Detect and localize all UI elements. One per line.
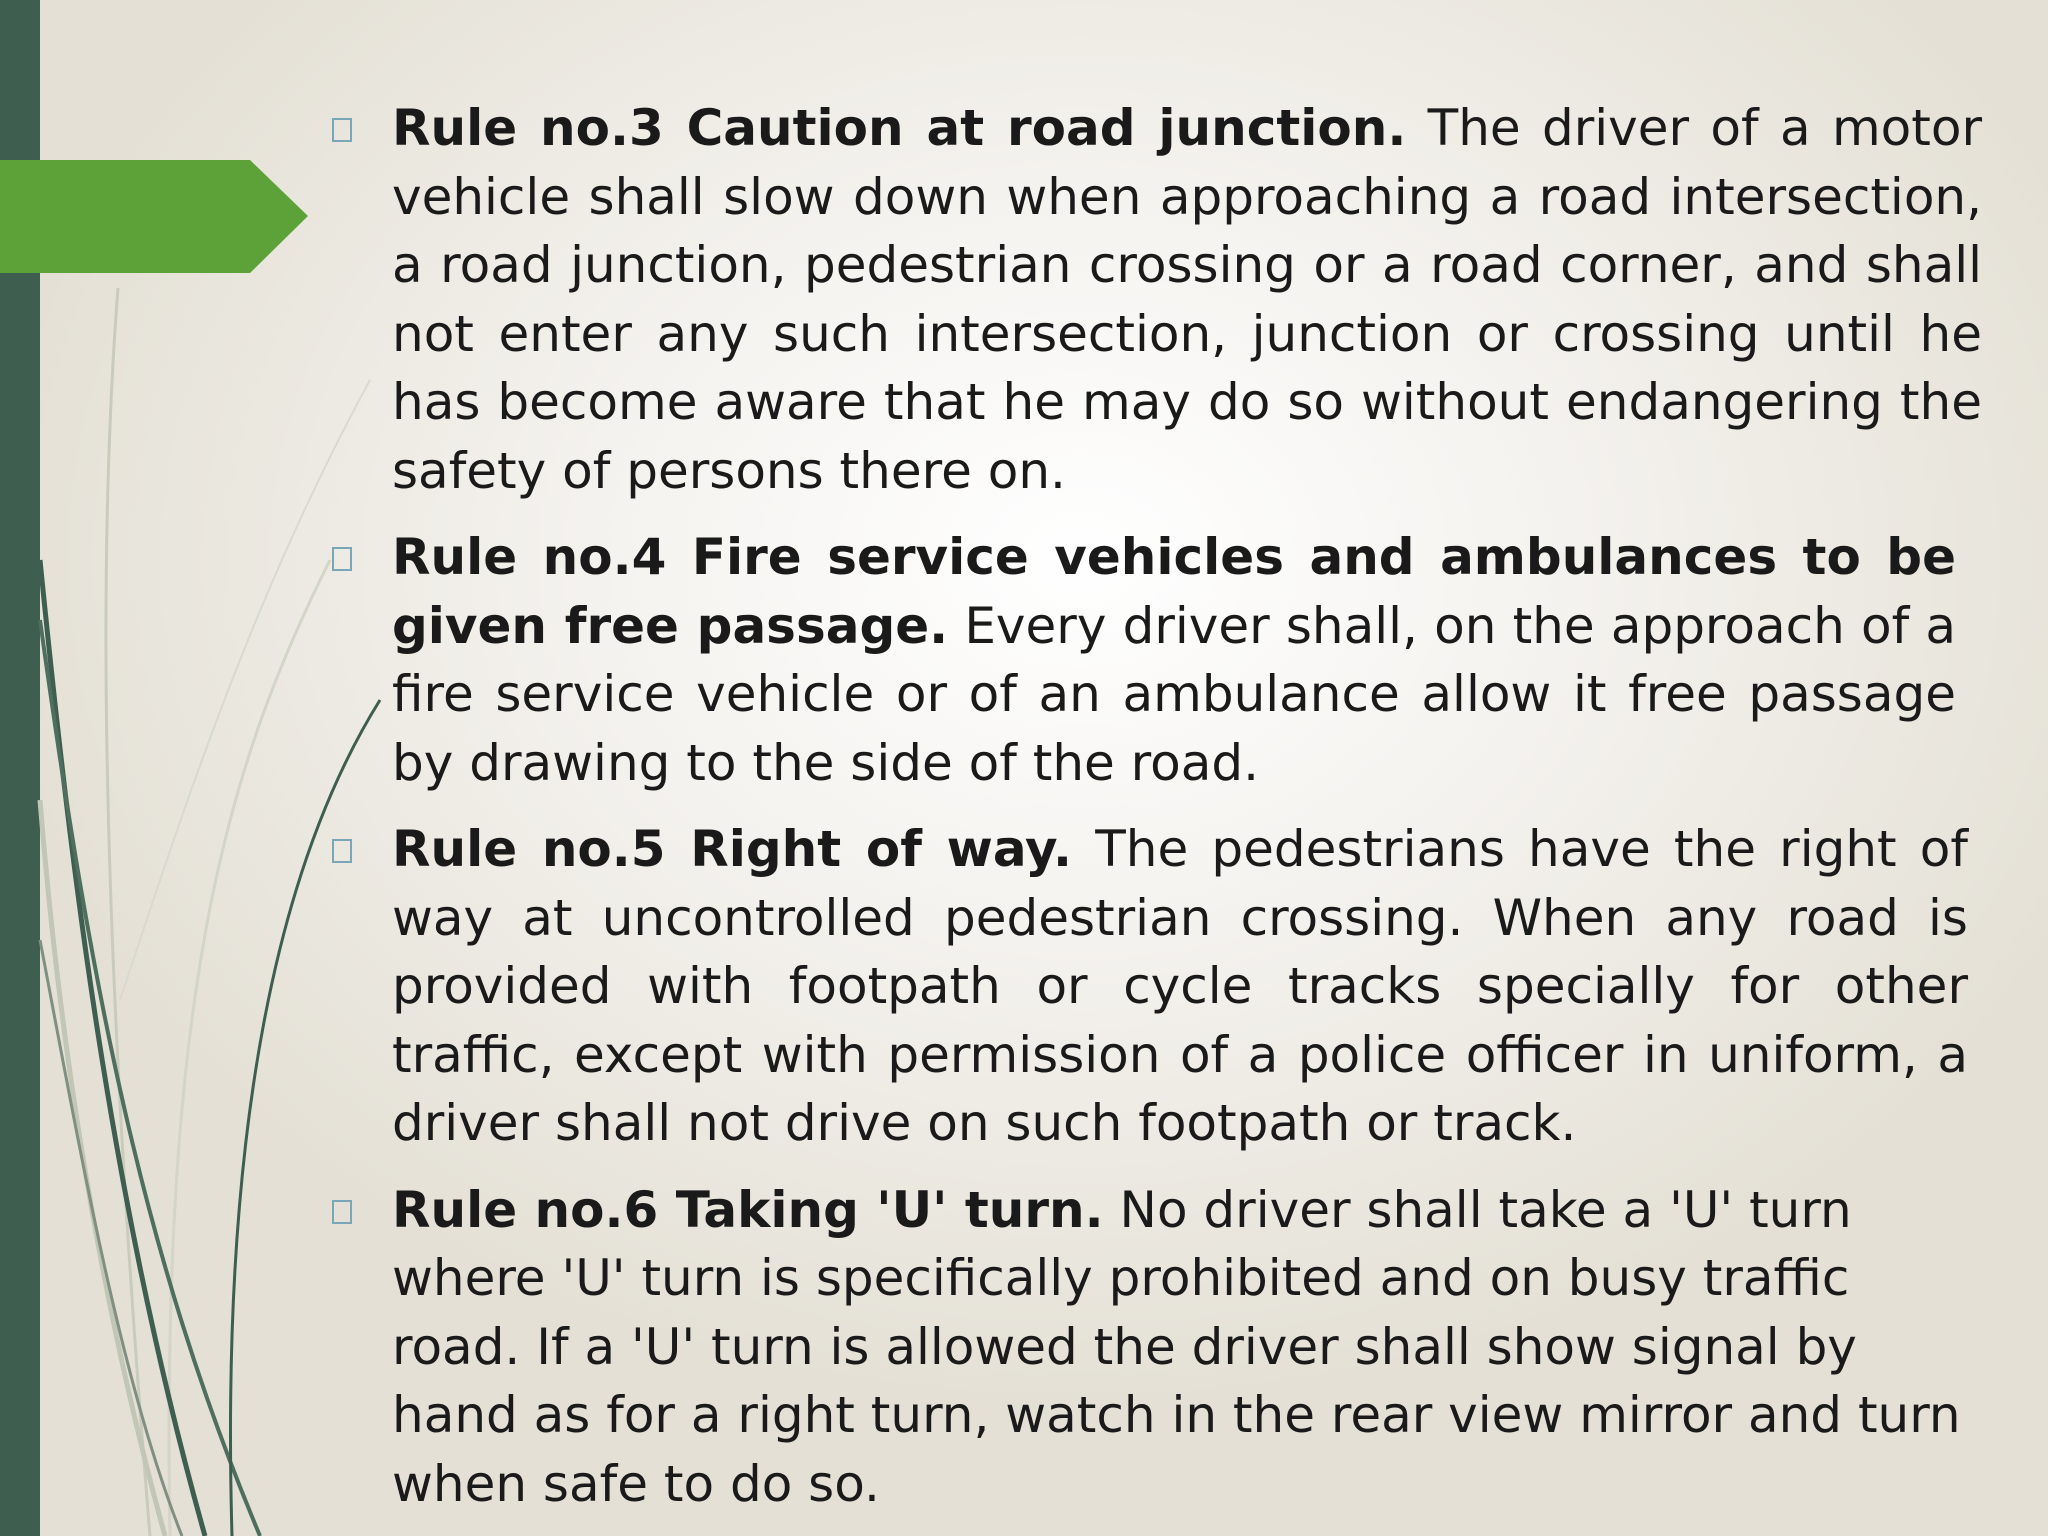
rule-body: The pedestrians have the right of way at uncontrolled pedestrian crossing. When any road is provided with footpath or cycle tracks specially for other traffic, except with permission of a police officer in uniform, a driver shall not drive on such footpath or track. xyxy=(392,820,1968,1152)
stem-light-3 xyxy=(169,560,330,1536)
rule-body: The driver of a motor vehicle shall slow down when approaching a road intersection, a road junction, pedestrian crossing or a road corner, and shall not enter any such intersection, junction or crossing until he has become aware that he may do so without endangering the safety of persons there on. xyxy=(392,99,1982,500)
square-bullet-icon xyxy=(332,839,352,863)
rule-item-3 xyxy=(330,94,1982,505)
stem-light-1 xyxy=(106,288,150,1536)
rule-title: Rule no.6 Taking 'U' turn. xyxy=(392,1180,1104,1239)
stem-mid-1 xyxy=(40,940,182,1536)
square-bullet-icon xyxy=(332,547,352,571)
rule-title: Rule no.3 Caution at road junction. xyxy=(392,99,1407,157)
rule-item-4 xyxy=(330,523,1956,797)
square-bullet-icon xyxy=(332,118,352,142)
rule-title: Rule no.5 Right of way. xyxy=(392,820,1073,878)
rule-body: Every driver shall, on the approach of a fire service vehicle or of an ambulance allow it free passage by drawing to the side of the road. xyxy=(392,596,1956,792)
rules-list xyxy=(330,94,1982,1536)
green-arrow-tab xyxy=(0,160,308,273)
square-bullet-icon xyxy=(332,1200,352,1224)
rule-item-5 xyxy=(330,815,1968,1158)
rule-body: No driver shall take a 'U' turn where 'U' turn is specifically prohibited and on busy traffic road. If a 'U' turn is allowed the driver shall show signal by hand as for a right turn, watch in the rear view mirror and turn when safe to do so. xyxy=(392,1180,1961,1513)
rule-item-6 xyxy=(330,1176,1992,1519)
rule-title: Rule no.4 Fire service vehicles and ambulances to be given free passage. xyxy=(392,528,1956,655)
